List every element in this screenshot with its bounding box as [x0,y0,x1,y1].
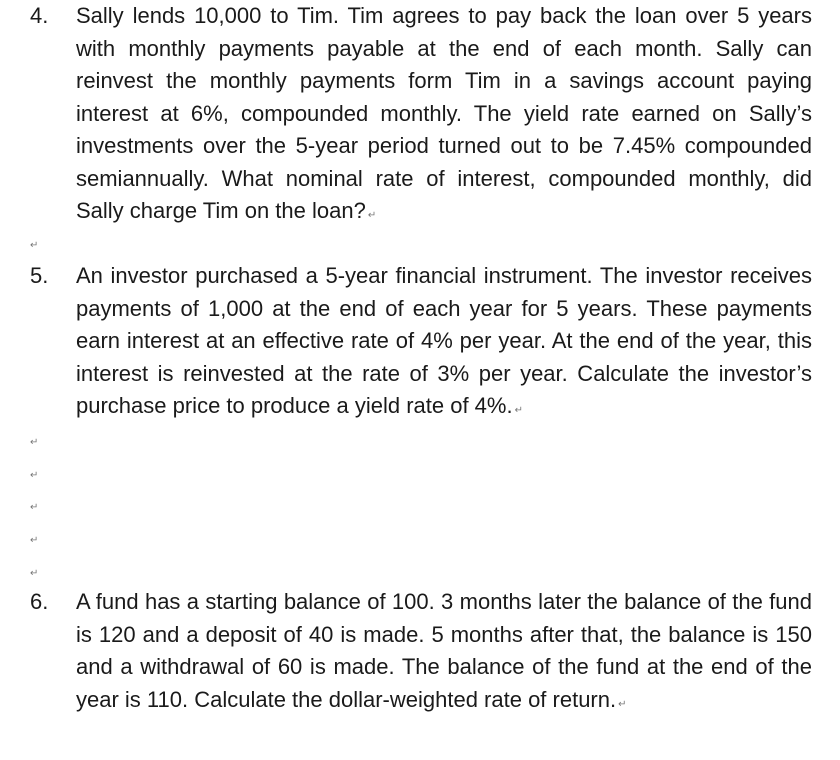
problem-number: 6. [30,589,49,614]
paragraph-mark-icon: ↵ [30,502,39,513]
paragraph-mark-icon: ↵ [30,535,39,546]
paragraph-mark-icon: ↵ [30,470,39,481]
problem-text: An investor purchased a 5-year financial instrument. The investor receives payments of 1,000 at the end of each year for 5 years. These payments earn interest at an effective rate of 4% per year. At the end of the year, this interest is reinvested at the rate of 3% per year. Calculate the investor’s purchase price to produce a yield rate of 4%. ↵ [76,263,812,418]
paragraph-mark-icon: ↵ [514,405,523,416]
paragraph-mark-icon: ↵ [30,240,39,251]
paragraph-mark-icon: ↵ [30,437,39,448]
problem-number: 4. [30,3,49,28]
problem-text: Sally lends 10,000 to Tim. Tim agrees to pay back the loan over 5 years with monthly payments payable at the end of each month. Sally can reinvest the monthly payments form Tim in a savings account paying interest at 6%, compounded monthly. The yield rate earned on Sally’s investments over the 5-year period turned out to be 7.45% compounded semiannually. What nominal rate of interest, compounded monthly, did Sally charge Tim on the loan? ↵ [76,3,812,223]
paragraph-mark-icon: ↵ [367,210,377,221]
problem-number: 5. [30,263,49,288]
paragraph-mark-icon: ↵ [30,568,39,579]
paragraph-mark-icon: ↵ [618,698,627,710]
problem-text: A fund has a starting balance of 100. 3 months later the balance of the fund is 120 and a deposit of 40 is made. 5 months after that, the balance is 150 and a withdrawal of 60 is made. The balance of the fund at the end of the year is 110. Calculate the dollar-weighted rate of return. ↵ [76,589,812,712]
